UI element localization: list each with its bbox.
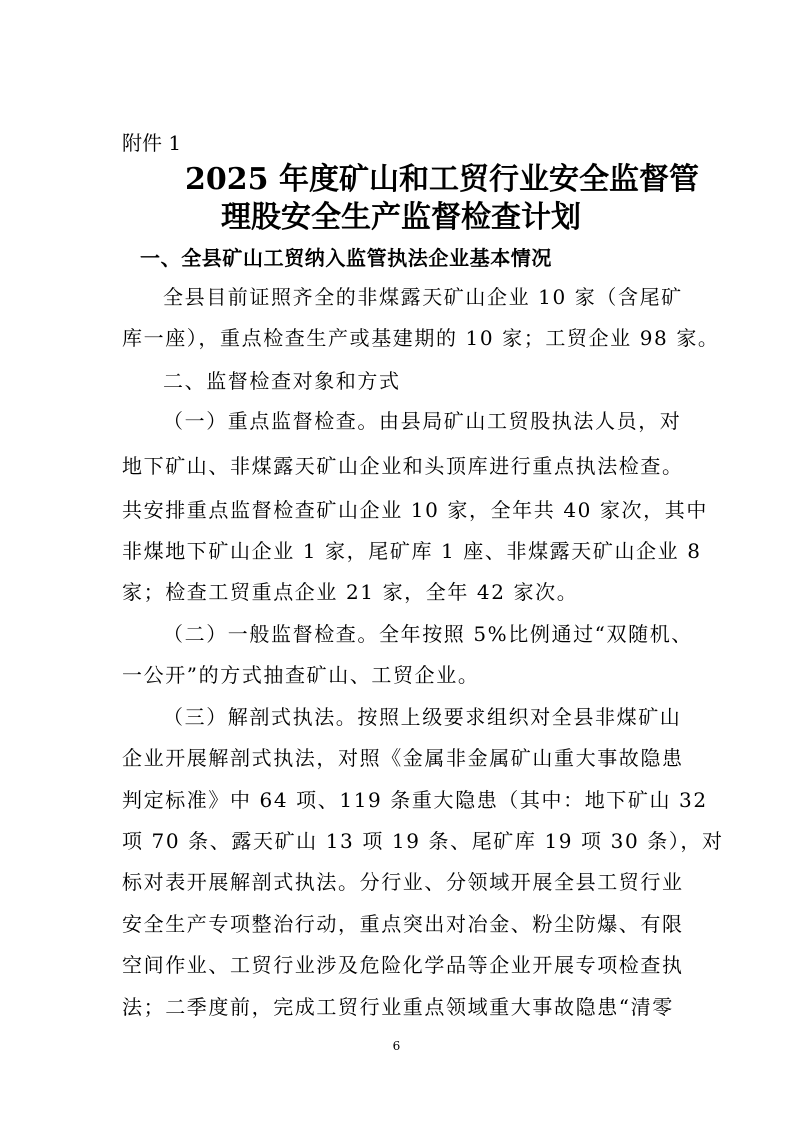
paragraph-line: （一）重点监督检查。由县局矿山工贸股执法人员，对 (163, 409, 682, 433)
paragraph-line: 地下矿山、非煤露天矿山企业和头顶库进行重点执法检查。 (122, 454, 684, 478)
page-number: 6 (392, 1039, 401, 1053)
paragraph-line: 安全生产专项整治行动，重点突出对冶金、粉尘防爆、有限 (122, 912, 684, 936)
paragraph-line: 企业开展解剖式执法，对照《金属非金属矿山重大事故隐患 (122, 746, 684, 770)
document-title-line-2: 理股安全生产监督检查计划 (221, 200, 581, 235)
section-heading-2: 二、监督检查对象和方式 (163, 369, 401, 393)
paragraph-line: 非煤地下矿山企业 1 家，尾矿库 1 座、非煤露天矿山企业 8 (122, 539, 702, 563)
paragraph-line: 全县目前证照齐全的非煤露天矿山企业 10 家（含尾矿 (163, 285, 683, 309)
attachment-label: 附件 1 (122, 131, 182, 155)
paragraph-line: 项 70 条、露天矿山 13 项 19 条、尾矿库 19 项 30 条），对 (122, 829, 724, 853)
paragraph-line: 判定标准》中 64 项、119 条重大隐患（其中：地下矿山 32 (122, 788, 708, 812)
paragraph-line: 法；二季度前，完成工贸行业重点领域重大事故隐患“清零 (122, 995, 674, 1019)
paragraph-line: 共安排重点监督检查矿山企业 10 家，全年共 40 家次，其中 (122, 498, 708, 522)
section-heading-1: 一、全县矿山工贸纳入监管执法企业基本情况 (140, 246, 552, 270)
paragraph-line: 标对表开展解剖式执法。分行业、分领域开展全县工贸行业 (122, 870, 684, 894)
paragraph-line: 库一座），重点检查生产或基建期的 10 家；工贸企业 98 家。 (122, 326, 720, 350)
paragraph-line: 空间作业、工贸行业涉及危险化学品等企业开展专项检查执 (122, 953, 684, 977)
paragraph-line: 家；检查工贸重点企业 21 家，全年 42 家次。 (122, 580, 579, 604)
paragraph-line: （二）一般监督检查。全年按照 5%比例通过“双随机、 (163, 622, 693, 646)
document-title-line-1: 2025 年度矿山和工贸行业安全监督管 (185, 162, 699, 197)
paragraph-line: 一公开”的方式抽查矿山、工贸企业。 (122, 663, 480, 687)
paragraph-line: （三）解剖式执法。按照上级要求组织对全县非煤矿山 (163, 705, 682, 729)
